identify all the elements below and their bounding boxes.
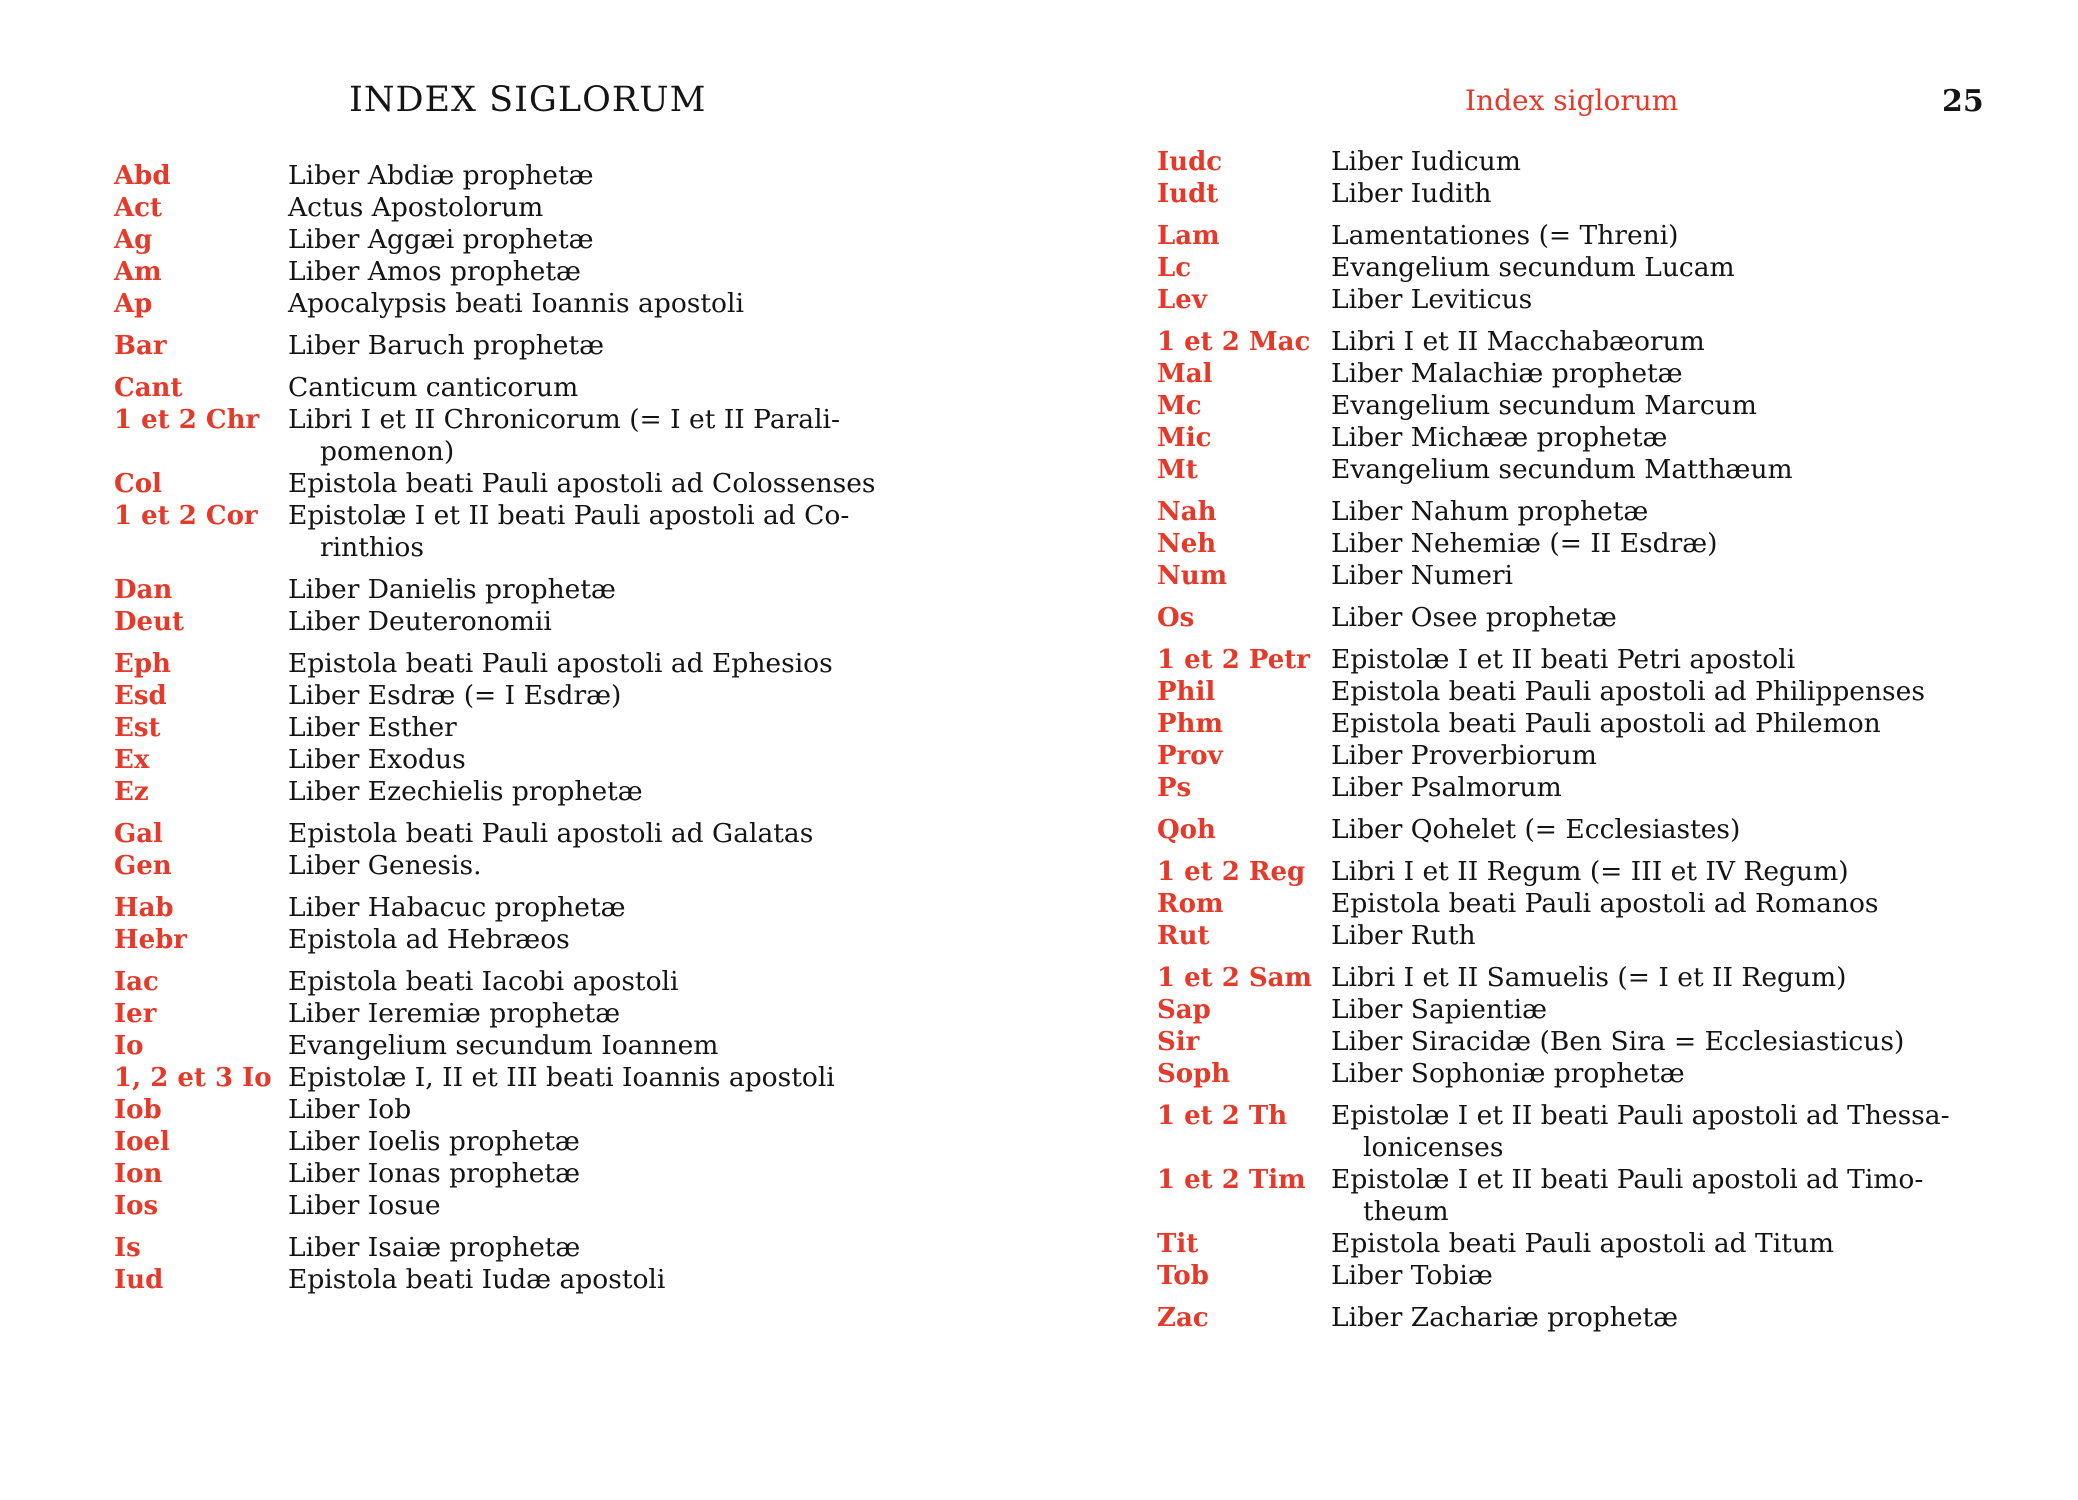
- sigla-abbreviation: Sir: [1157, 1027, 1200, 1057]
- entry-group: [114, 372, 934, 564]
- book-title: Epistola beati Pauli apostoli ad Ephesios: [288, 648, 833, 679]
- sigla-abbreviation: 1, 2 et 3 Io: [114, 1063, 272, 1093]
- sigla-abbreviation: Tob: [1157, 1261, 1209, 1291]
- sigla-abbreviation: 1 et 2 Reg: [1157, 857, 1306, 887]
- index-entry: [1157, 644, 1977, 676]
- index-entry: [1157, 326, 1977, 358]
- book-title: Liber Ezechielis prophetæ: [288, 776, 643, 807]
- sigla-abbreviation: Esd: [114, 681, 167, 711]
- index-entry: [114, 192, 934, 224]
- index-entry: [1157, 454, 1977, 486]
- index-entry: [114, 1030, 934, 1062]
- index-entry: [1157, 252, 1977, 284]
- sigla-abbreviation: 1 et 2 Cor: [114, 501, 258, 531]
- index-entry: [1157, 888, 1977, 920]
- book-title: Libri I et II Samuelis (= I et II Regum): [1331, 962, 1847, 993]
- book-title: Epistola beati Iudæ apostoli: [288, 1264, 666, 1295]
- sigla-abbreviation: Col: [114, 469, 162, 499]
- index-entry: [1157, 496, 1977, 528]
- index-entry: [1157, 994, 1977, 1026]
- book-title: Liber Danielis prophetæ: [288, 574, 616, 605]
- sigla-abbreviation: Ion: [114, 1159, 163, 1189]
- index-entry: [114, 998, 934, 1030]
- sigla-index-left: [114, 160, 934, 1306]
- sigla-abbreviation: Mic: [1157, 423, 1212, 453]
- book-title: Liber Amos prophetæ: [288, 256, 581, 287]
- sigla-abbreviation: Mc: [1157, 391, 1202, 421]
- sigla-abbreviation: Ps: [1157, 773, 1192, 803]
- book-title: Lamentationes (= Threni): [1331, 220, 1679, 251]
- entry-group: [1157, 326, 1977, 486]
- sigla-abbreviation: Bar: [114, 331, 167, 361]
- sigla-abbreviation: Lc: [1157, 253, 1192, 283]
- sigla-abbreviation: Rut: [1157, 921, 1210, 951]
- entry-group: [1157, 146, 1977, 210]
- book-title: Evangelium secundum Matthæum: [1331, 454, 1793, 485]
- book-title: Liber Iudicum: [1331, 146, 1521, 177]
- sigla-abbreviation: Sap: [1157, 995, 1211, 1025]
- index-entry: [1157, 1260, 1977, 1292]
- entry-group: [1157, 814, 1977, 846]
- book-title: Liber Genesis.: [288, 850, 482, 881]
- sigla-abbreviation: Soph: [1157, 1059, 1231, 1089]
- index-entry: [1157, 528, 1977, 560]
- book-title: Epistolæ I, II et III beati Ioannis apostoli: [288, 1062, 835, 1093]
- entry-group: [114, 892, 934, 956]
- page-title: INDEX SIGLORUM: [349, 80, 707, 120]
- entry-group: [1157, 1100, 1977, 1292]
- sigla-abbreviation: Zac: [1157, 1303, 1209, 1333]
- book-title: Epistolæ I et II beati Pauli apostoli ad Co- rinthios: [288, 500, 850, 563]
- index-entry: [114, 680, 934, 712]
- index-entry: [114, 574, 934, 606]
- index-entry: [1157, 560, 1977, 592]
- book-title: Liber Sophoniæ prophetæ: [1331, 1058, 1685, 1089]
- entry-group: [1157, 1302, 1977, 1334]
- book-title: Evangelium secundum Marcum: [1331, 390, 1757, 421]
- entry-group: [114, 574, 934, 638]
- index-entry: [114, 256, 934, 288]
- index-entry: [1157, 1026, 1977, 1058]
- index-entry: [114, 818, 934, 850]
- index-entry: [114, 924, 934, 956]
- book-title: Epistolæ I et II beati Pauli apostoli ad Thessa- lonicenses: [1331, 1100, 1950, 1163]
- sigla-abbreviation: Qoh: [1157, 815, 1216, 845]
- sigla-abbreviation: Iud: [114, 1265, 164, 1295]
- index-entry: [1157, 920, 1977, 952]
- sigla-abbreviation: Prov: [1157, 741, 1223, 771]
- sigla-abbreviation: Io: [114, 1031, 144, 1061]
- sigla-abbreviation: 1 et 2 Th: [1157, 1101, 1288, 1131]
- sigla-abbreviation: 1 et 2 Petr: [1157, 645, 1310, 675]
- index-entry: [1157, 358, 1977, 390]
- index-entry: [114, 500, 934, 564]
- book-title: Evangelium secundum Ioannem: [288, 1030, 719, 1061]
- sigla-abbreviation: Phm: [1157, 709, 1223, 739]
- index-entry: [1157, 602, 1977, 634]
- book-title: Liber Qohelet (= Ecclesiastes): [1331, 814, 1741, 845]
- book-title: Liber Psalmorum: [1331, 772, 1562, 803]
- sigla-abbreviation: Mt: [1157, 455, 1198, 485]
- entry-group: [114, 1232, 934, 1296]
- entry-group: [1157, 644, 1977, 804]
- index-entry: [1157, 962, 1977, 994]
- index-entry: [114, 1094, 934, 1126]
- index-entry: [114, 1190, 934, 1222]
- sigla-abbreviation: Abd: [114, 161, 171, 191]
- sigla-abbreviation: Am: [114, 257, 162, 287]
- sigla-abbreviation: Eph: [114, 649, 171, 679]
- book-title: Liber Ieremiæ prophetæ: [288, 998, 621, 1029]
- index-entry: [1157, 708, 1977, 740]
- book-title: Liber Zachariæ prophetæ: [1331, 1302, 1679, 1333]
- sigla-abbreviation: Tit: [1157, 1229, 1199, 1259]
- index-entry: [114, 404, 934, 468]
- index-entry: [1157, 178, 1977, 210]
- index-entry: [114, 372, 934, 404]
- book-title: Liber Michææ prophetæ: [1331, 422, 1668, 453]
- index-entry: [1157, 284, 1977, 316]
- book-title: Liber Iosue: [288, 1190, 441, 1221]
- book-title: Liber Osee prophetæ: [1331, 602, 1617, 633]
- index-entry: [1157, 676, 1977, 708]
- sigla-abbreviation: Num: [1157, 561, 1228, 591]
- index-entry: [114, 1158, 934, 1190]
- book-title: Epistola beati Iacobi apostoli: [288, 966, 679, 997]
- book-title: Liber Esther: [288, 712, 457, 743]
- sigla-abbreviation: Iudc: [1157, 147, 1223, 177]
- index-entry: [1157, 390, 1977, 422]
- index-entry: [114, 850, 934, 882]
- book-title: Liber Sapientiæ: [1331, 994, 1547, 1025]
- book-title: Liber Numeri: [1331, 560, 1514, 591]
- book-title: Libri I et II Macchabæorum: [1331, 326, 1705, 357]
- sigla-abbreviation: Ioel: [114, 1127, 170, 1157]
- sigla-abbreviation: Ap: [114, 289, 153, 319]
- sigla-abbreviation: Lam: [1157, 221, 1220, 251]
- index-entry: [114, 606, 934, 638]
- index-entry: [114, 224, 934, 256]
- sigla-abbreviation: Gen: [114, 851, 172, 881]
- book-title: Evangelium secundum Lucam: [1331, 252, 1735, 283]
- sigla-abbreviation: Cant: [114, 373, 183, 403]
- sigla-abbreviation: Ex: [114, 745, 150, 775]
- index-entry: [114, 288, 934, 320]
- book-title: Actus Apostolorum: [288, 192, 544, 223]
- entry-group: [114, 818, 934, 882]
- entry-group: [1157, 220, 1977, 316]
- running-head: Index siglorum: [1465, 84, 1679, 117]
- book-title: Libri I et II Regum (= III et IV Regum): [1331, 856, 1849, 887]
- book-title: Canticum canticorum: [288, 372, 579, 403]
- book-title: Liber Leviticus: [1331, 284, 1533, 315]
- book-title: Liber Exodus: [288, 744, 466, 775]
- sigla-abbreviation: Phil: [1157, 677, 1216, 707]
- entry-group: [114, 648, 934, 808]
- book-title: Epistolæ I et II beati Petri apostoli: [1331, 644, 1796, 675]
- book-title: Liber Iob: [288, 1094, 412, 1125]
- index-entry: [1157, 422, 1977, 454]
- sigla-abbreviation: Ag: [114, 225, 153, 255]
- index-entry: [114, 648, 934, 680]
- book-title: Epistola ad Hebræos: [288, 924, 570, 955]
- book-title: Epistola beati Pauli apostoli ad Galatas: [288, 818, 814, 849]
- book-title: Epistola beati Pauli apostoli ad Philippenses: [1331, 676, 1925, 707]
- book-title: Liber Tobiæ: [1331, 1260, 1493, 1291]
- sigla-abbreviation: Ios: [114, 1191, 159, 1221]
- entry-group: [114, 966, 934, 1222]
- index-entry: [114, 468, 934, 500]
- index-entry: [1157, 1100, 1977, 1164]
- sigla-abbreviation: 1 et 2 Chr: [114, 405, 260, 435]
- index-entry: [114, 1264, 934, 1296]
- sigla-index-right: [1157, 146, 1977, 1344]
- right-page: [1039, 0, 2078, 1500]
- sigla-abbreviation: 1 et 2 Mac: [1157, 327, 1311, 357]
- sigla-abbreviation: Est: [114, 713, 161, 743]
- book-title: Epistolæ I et II beati Pauli apostoli ad Timo- theum: [1331, 1164, 1924, 1227]
- index-entry: [114, 1126, 934, 1158]
- index-entry: [1157, 1164, 1977, 1228]
- book-title: Epistola beati Pauli apostoli ad Colossenses: [288, 468, 876, 499]
- index-entry: [114, 1232, 934, 1264]
- book-title: Liber Aggæi prophetæ: [288, 224, 594, 255]
- entry-group: [114, 160, 934, 320]
- sigla-abbreviation: Lev: [1157, 285, 1207, 315]
- sigla-abbreviation: Deut: [114, 607, 185, 637]
- book-title: Liber Baruch prophetæ: [288, 330, 605, 361]
- sigla-abbreviation: Os: [1157, 603, 1195, 633]
- sigla-abbreviation: Ez: [114, 777, 149, 807]
- index-entry: [114, 776, 934, 808]
- book-title: Liber Isaiæ prophetæ: [288, 1232, 581, 1263]
- sigla-abbreviation: Dan: [114, 575, 173, 605]
- index-entry: [114, 160, 934, 192]
- entry-group: [1157, 496, 1977, 592]
- book-title: Epistola beati Pauli apostoli ad Romanos: [1331, 888, 1879, 919]
- index-entry: [1157, 1228, 1977, 1260]
- index-entry: [1157, 220, 1977, 252]
- entry-group: [1157, 962, 1977, 1090]
- sigla-abbreviation: Rom: [1157, 889, 1224, 919]
- sigla-abbreviation: Iob: [114, 1095, 162, 1125]
- book-title: Liber Nahum prophetæ: [1331, 496, 1649, 527]
- sigla-abbreviation: Mal: [1157, 359, 1213, 389]
- book-title: Apocalypsis beati Ioannis apostoli: [288, 288, 744, 319]
- index-entry: [1157, 814, 1977, 846]
- sigla-abbreviation: 1 et 2 Sam: [1157, 963, 1313, 993]
- book-title: Liber Esdræ (= I Esdræ): [288, 680, 622, 711]
- book-title: Liber Abdiæ prophetæ: [288, 160, 594, 191]
- book-title: Epistola beati Pauli apostoli ad Titum: [1331, 1228, 1835, 1259]
- sigla-abbreviation: Nah: [1157, 497, 1217, 527]
- book-title: Epistola beati Pauli apostoli ad Philemon: [1331, 708, 1881, 739]
- index-entry: [1157, 1058, 1977, 1090]
- sigla-abbreviation: 1 et 2 Tim: [1157, 1165, 1306, 1195]
- index-entry: [114, 712, 934, 744]
- book-title: Liber Nehemiæ (= II Esdræ): [1331, 528, 1718, 559]
- sigla-abbreviation: Is: [114, 1233, 141, 1263]
- index-entry: [114, 1062, 934, 1094]
- book-title: Libri I et II Chronicorum (= I et II Parali- pomenon): [288, 404, 840, 467]
- index-entry: [1157, 856, 1977, 888]
- index-entry: [114, 330, 934, 362]
- index-entry: [114, 892, 934, 924]
- index-entry: [1157, 772, 1977, 804]
- sigla-abbreviation: Ier: [114, 999, 157, 1029]
- index-entry: [1157, 740, 1977, 772]
- sigla-abbreviation: Act: [114, 193, 163, 223]
- book-title: Liber Ioelis prophetæ: [288, 1126, 580, 1157]
- book-title: Liber Siracidæ (Ben Sira = Ecclesiasticus): [1331, 1026, 1905, 1057]
- sigla-abbreviation: Neh: [1157, 529, 1217, 559]
- book-title: Liber Habacuc prophetæ: [288, 892, 626, 923]
- index-entry: [114, 966, 934, 998]
- sigla-abbreviation: Hab: [114, 893, 174, 923]
- book-title: Liber Ionas prophetæ: [288, 1158, 580, 1189]
- sigla-abbreviation: Hebr: [114, 925, 187, 955]
- entry-group: [114, 330, 934, 362]
- book-title: Liber Iudith: [1331, 178, 1492, 209]
- index-entry: [114, 744, 934, 776]
- sigla-abbreviation: Iac: [114, 967, 159, 997]
- index-entry: [1157, 1302, 1977, 1334]
- book-title: Liber Malachiæ prophetæ: [1331, 358, 1683, 389]
- book-title: Liber Ruth: [1331, 920, 1476, 951]
- index-entry: [1157, 146, 1977, 178]
- book-title: Liber Proverbiorum: [1331, 740, 1597, 771]
- sigla-abbreviation: Iudt: [1157, 179, 1219, 209]
- page-number: 25: [1942, 84, 1984, 119]
- entry-group: [1157, 602, 1977, 634]
- sigla-abbreviation: Gal: [114, 819, 163, 849]
- entry-group: [1157, 856, 1977, 952]
- book-title: Liber Deuteronomii: [288, 606, 552, 637]
